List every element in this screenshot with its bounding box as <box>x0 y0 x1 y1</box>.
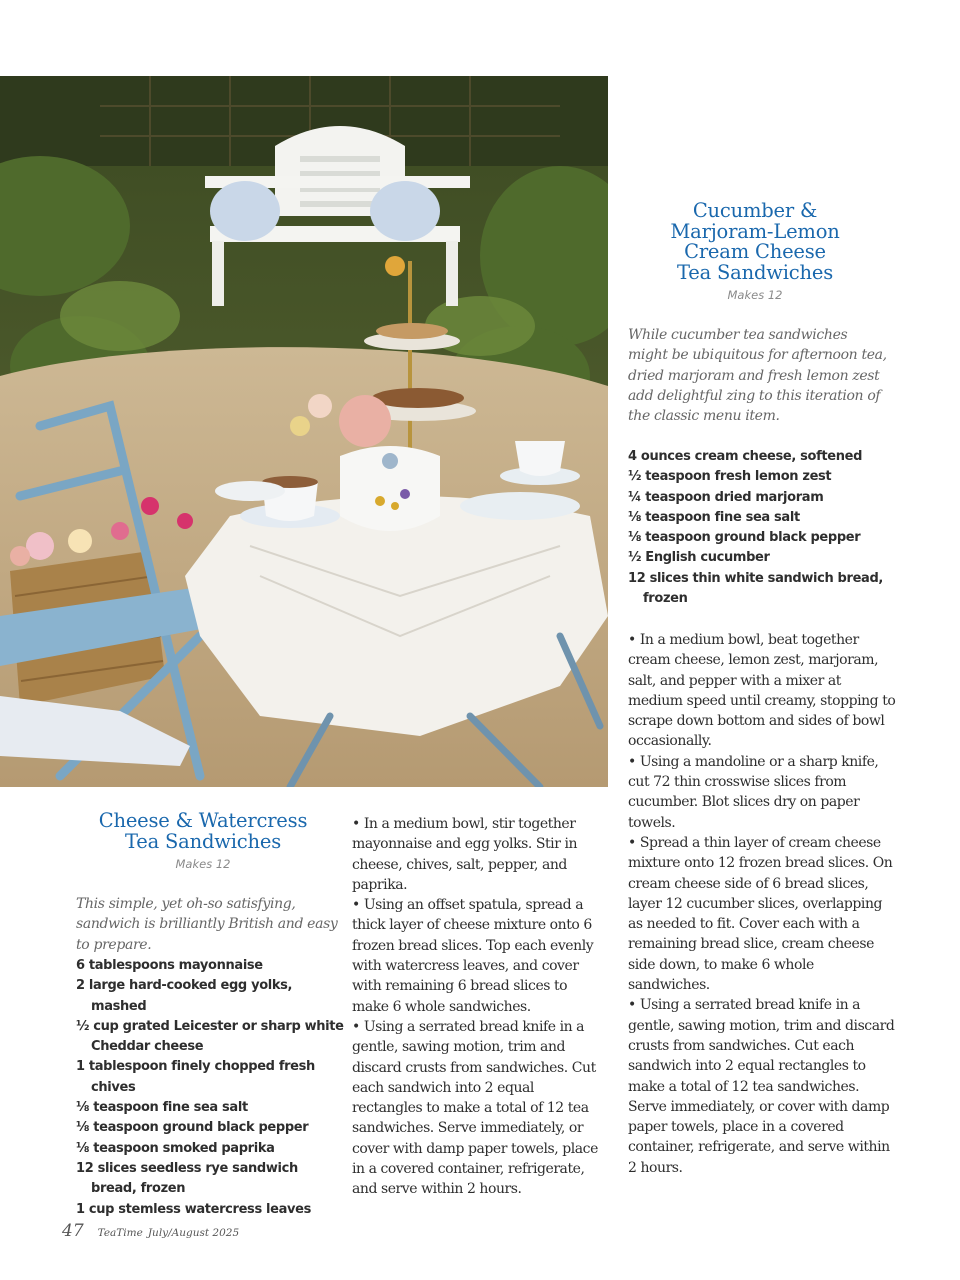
ingredient-item: ½ cup grated Leicester or sharp white Cheddar cheese <box>76 1018 344 1055</box>
left-recipe-steps <box>352 814 607 1200</box>
ingredient-item: ½ English cucumber <box>628 550 770 566</box>
right-recipe-title <box>628 201 882 283</box>
right-title-line-4: Tea Sandwiches <box>676 260 834 284</box>
ingredient-item: 12 slices seedless rye sandwich bread, frozen <box>76 1160 298 1197</box>
right-recipe-steps <box>628 630 896 1178</box>
left-title-line-1: Cheese & Watercress <box>98 809 308 832</box>
ingredient-item: ⅛ teaspoon ground black pepper <box>628 530 861 546</box>
right-recipe-yield: Makes 12 <box>727 288 783 302</box>
ingredient-item: ⅛ teaspoon fine sea salt <box>628 509 800 525</box>
right-title-line-1: Cucumber & <box>692 199 818 222</box>
step-paragraph: • Using a mandoline or a sharp knife, cut 72 thin crosswise slices from cucumber. Blot slices dry on paper towels. <box>628 752 896 833</box>
step-paragraph: • Using an offset spatula, spread a thick layer of cheese mixture onto 6 frozen bread slices. Top each evenly with watercress leaves, and cover with remaining 6 bread slices to make 6 whole sandwiches. <box>352 895 607 1017</box>
magazine-name: TeaTime <box>97 1227 143 1239</box>
left-recipe-header <box>76 811 330 871</box>
step-paragraph: • In a medium bowl, beat together cream cheese, lemon zest, marjoram, salt, and pepper with a mixer at medium speed until creamy, stopping to scrape down bottom and sides of bowl occasionally. <box>628 630 896 752</box>
right-title-line-3: Cream Cheese <box>684 240 826 263</box>
right-title-line-2: Marjoram-Lemon <box>670 219 840 243</box>
page-footer <box>62 1221 239 1241</box>
ingredient-item: ⅛ teaspoon ground black pepper <box>76 1120 309 1136</box>
issue-date: July/August 2025 <box>147 1227 240 1239</box>
ingredient-item: 6 tablespoons mayonnaise <box>76 958 263 973</box>
step-paragraph: • Using a serrated bread knife in a gentle, sawing motion, trim and discard crusts from sandwiches. Cut each sandwich into 2 equal rectangles to make a total of 12 tea sandwiches. Serve immediately, or cover with damp paper towels, place in a covered container, refrigerate, and serve within 2 hours. <box>352 1017 607 1200</box>
garden-tea-photo <box>0 76 608 787</box>
right-recipe-intro: While cucumber tea sandwiches might be ubiquitous for afternoon tea, dried marjoram and fresh lemon zest add delightful zing to this iteration of the classic menu item. <box>628 327 887 425</box>
ingredient-item: 12 slices thin white sandwich bread, frozen <box>628 570 884 607</box>
garden-tea-illustration <box>0 76 608 787</box>
ingredient-item: ⅛ teaspoon fine sea salt <box>76 1100 248 1116</box>
ingredient-item: 4 ounces cream cheese, softened <box>628 449 863 464</box>
left-recipe-title <box>76 811 330 852</box>
left-recipe-intro: This simple, yet oh-so satisfying, sandwich is brilliantly British and easy to prepare. <box>76 896 338 953</box>
ingredient-item: 1 cup stemless watercress leaves <box>76 1201 311 1217</box>
left-recipe-yield: Makes 12 <box>175 857 231 871</box>
ingredient-item: ½ teaspoon fresh lemon zest <box>628 469 832 485</box>
step-paragraph: • Using a serrated bread knife in a gentle, sawing motion, trim and discard crusts from sandwiches. Cut each sandwich into 2 equal rectangles to make a total of 12 tea sandwiches. Serve immediately, or cover with damp paper towels, place in a covered container, refrigerate, and serve within 2 hours. <box>628 995 896 1178</box>
step-paragraph: • In a medium bowl, stir together mayonnaise and egg yolks. Stir in cheese, chives, salt, pepper, and paprika. <box>352 814 607 895</box>
left-title-line-2: Tea Sandwiches <box>124 829 282 853</box>
ingredient-item: ¼ teaspoon dried marjoram <box>628 489 824 505</box>
step-paragraph: • Spread a thin layer of cream cheese mixture onto 12 frozen bread slices. On cream cheese side of 6 bread slices, layer 12 cucumber slices, overlapping as needed to fit. Cover each with a remaining bread slice, cream cheese side down, to make 6 whole sandwiches. <box>628 833 896 995</box>
ingredient-item: 2 large hard-cooked egg yolks, mashed <box>76 978 293 1014</box>
left-ingredient-list <box>76 956 344 1220</box>
page-number: 47 <box>62 1221 84 1241</box>
ingredient-item: ⅛ teaspoon smoked paprika <box>76 1140 275 1156</box>
right-recipe-header <box>628 201 882 302</box>
ingredient-item: 1 tablespoon finely chopped fresh chives <box>76 1059 315 1095</box>
right-ingredient-list <box>628 447 896 609</box>
